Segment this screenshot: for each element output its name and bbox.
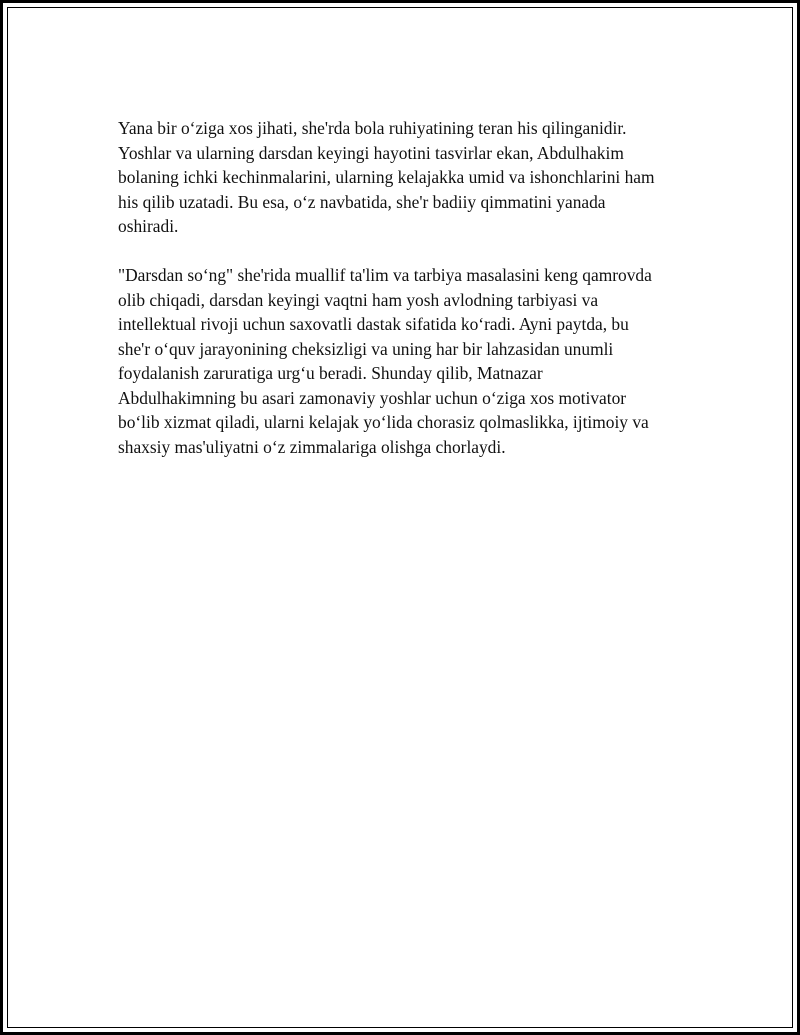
text-line: Yana bir o‘ziga xos jihati, she'rda bola ruhiyatining teran his qilinganidir. [118,118,627,138]
text-line: olib chiqadi, darsdan keyingi vaqtni ham yosh avlodning tarbiyasi va [118,289,599,310]
text-line: oshiradi. [118,216,179,236]
text-line: bolaning ichki kechinmalarini, ularning kelajakka umid va ishonchlarini ham [118,167,655,187]
paragraph-2 [118,263,698,459]
text-line: foydalanish zaruratiga urg‘u beradi. Shunday qilib, Matnazar [118,363,543,383]
text-line: Abdulhakimning bu asari zamonaviy yoshlar uchun o‘ziga xos motivator [118,387,627,408]
text-line: intellektual rivoji uchun saxovatli dastak sifatida ko‘radi. Ayni paytda, bu [118,314,629,334]
text-line: shaxsiy mas'uliyatni o‘z zimmalariga olishga chorlaydi. [118,436,506,457]
text-line: Yoshlar va ularning darsdan keyingi hayotini tasvirlar ekan, Abdulhakim [118,142,624,163]
document-body [118,116,698,459]
text-line: his qilib uzatadi. Bu esa, o‘z navbatida, she'r badiiy qimmatini yanada [118,191,606,212]
text-line: she'r o‘quv jarayonining cheksizligi va uning har bir lahzasidan unumli [118,338,614,359]
text-line: "Darsdan so‘ng" she'rida muallif ta'lim va tarbiya masalasini keng qamrovda [118,265,652,285]
text-line: bo‘lib xizmat qiladi, ularni kelajak yo‘lida chorasiz qolmaslikka, ijtimoiy va [118,412,649,432]
paragraph-1 [118,116,698,239]
